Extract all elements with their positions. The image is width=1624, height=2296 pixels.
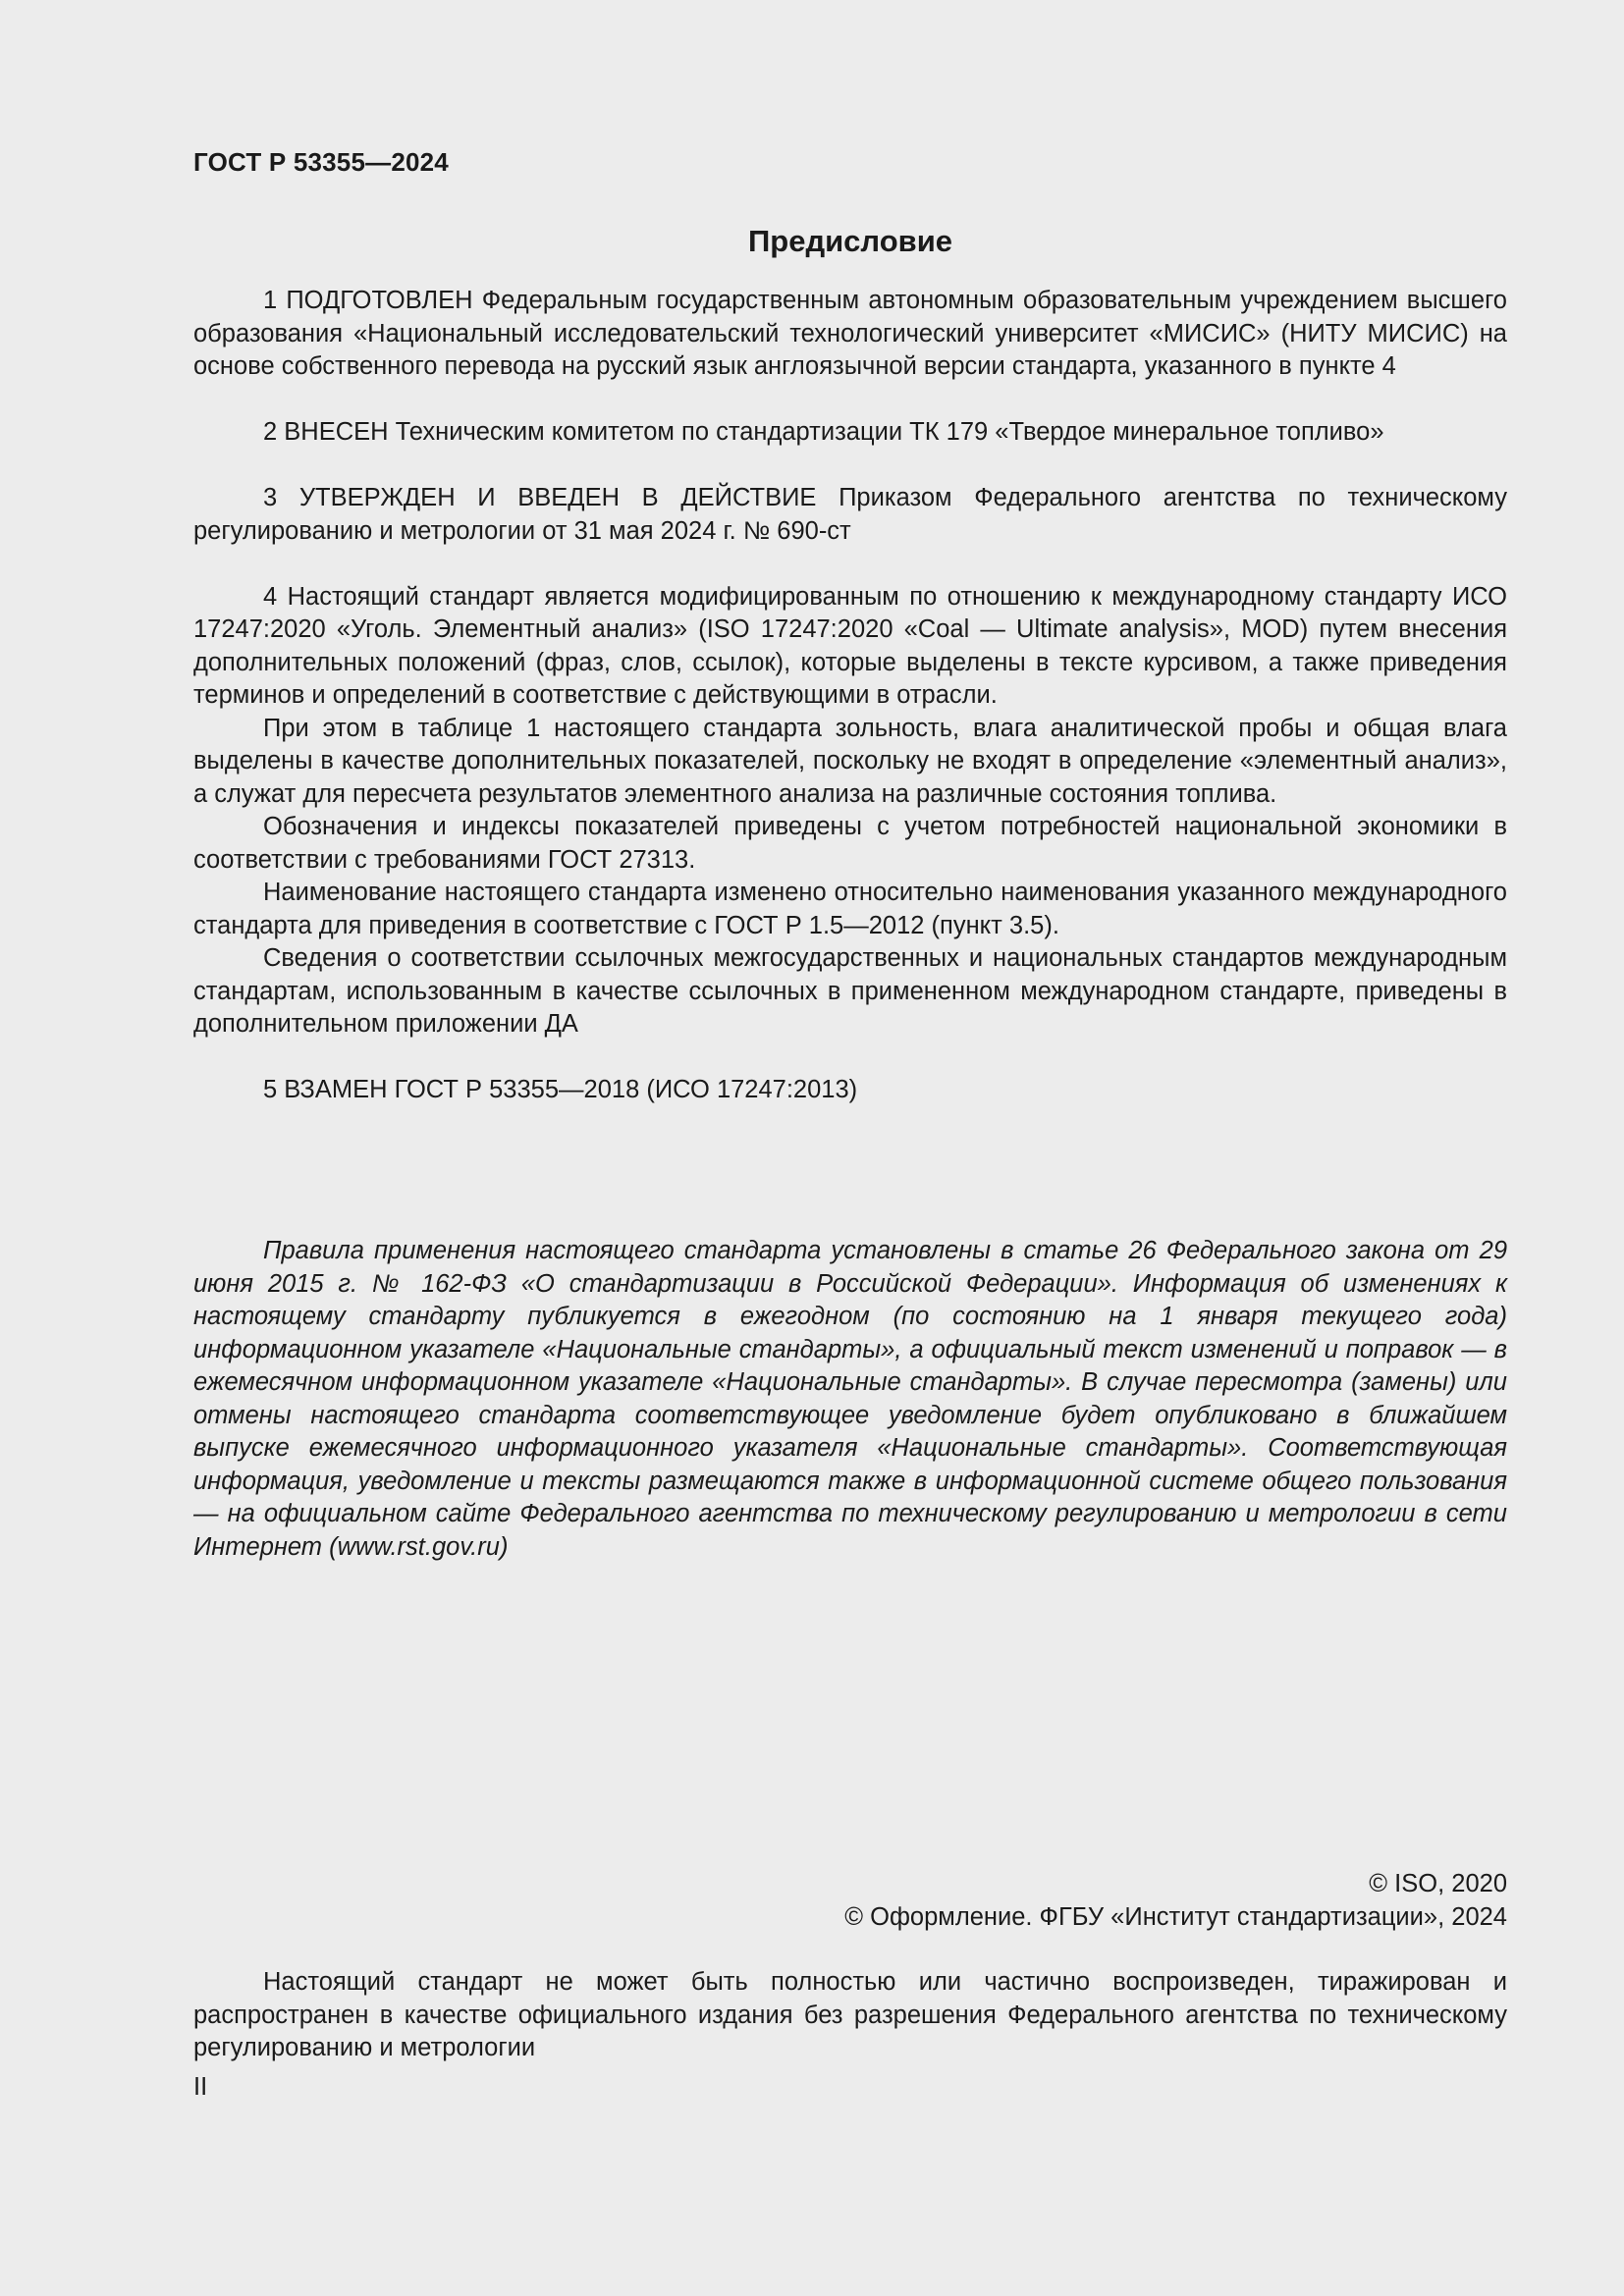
preface-item-4-title-note: Наименование настоящего стандарта изменено относительно наименования указанного международного стандарта для приведения в соответствие с ГОСТ Р 1.5—2012 (пункт 3.5). bbox=[193, 879, 1507, 939]
preface-item-5: 5 ВЗАМЕН ГОСТ Р 53355—2018 (ИСО 17247:2013) bbox=[263, 1076, 858, 1103]
preface-item-4-table-note: При этом в таблице 1 настоящего стандарта зольность, влага аналитической пробы и общая влага выделены в качестве дополнительных показателей, поскольку не входят в определение «элементный анализ», а служат для пересчета результатов элементного анализа на различные состояния топлива. bbox=[193, 714, 1507, 808]
preface-item-4: 4 Настоящий стандарт является модифицированным по отношению к международному стандарту ИСО 17247:2020 «Уголь. Элементный анализ» (ISO 17247:2020 «Coal — Ultimate analysis», MOD) путем внесения дополнительных положений (фраз, слов, ссылок), которые выделены в тексте курсивом, а также приведения терминов и определений в соответствие с действующими в отрасли. bbox=[193, 582, 1507, 709]
reproduction-notice bbox=[193, 1966, 1507, 2065]
design-copyright: © Оформление. ФГБУ «Институт стандартизации», 2024 bbox=[844, 1902, 1507, 1931]
preface-title: Предисловие bbox=[747, 224, 952, 258]
reproduction-text: Настоящий стандарт не может быть полностью или частично воспроизведен, тиражирован и распространен в качестве официального издания без разрешения Федерального агентства по техническому регулированию и метрологии bbox=[193, 1968, 1507, 2061]
iso-copyright: © ISO, 2020 bbox=[1369, 1870, 1507, 1897]
preface-item-4-symbols-note: Обозначения и индексы показателей приведены с учетом потребностей национальной экономики в соответствии с требованиями ГОСТ 27313. bbox=[193, 813, 1507, 874]
preface-body bbox=[193, 285, 1507, 1107]
copyright-block bbox=[193, 1868, 1507, 1934]
page-number: II bbox=[193, 2073, 208, 2101]
application-rules-notice bbox=[193, 1235, 1507, 1564]
preface-item-2: 2 ВНЕСЕН Техническим комитетом по стандартизации ТК 179 «Твердое минеральное топливо» bbox=[263, 418, 1384, 446]
preface-item-3: 3 УТВЕРЖДЕН И ВВЕДЕН В ДЕЙСТВИЕ Приказом Федерального агентства по техническому регулированию и метрологии от 31 мая 2024 г. № 690-ст bbox=[193, 484, 1507, 545]
notice-text: Правила применения настоящего стандарта установлены в статье 26 Федерального закона от 29 июня 2015 г. № 162-ФЗ «О стандартизации в Российской Федерации». Информация об изменениях к настоящему стандарту публикуется в ежегодном (по состоянию на 1 января текущего года) информационном указателе «Национальные стандарты», а официальный текст изменений и поправок — в ежемесячном информационном указателе «Национальные стандарты». В случае пересмотра (замены) или отмены настоящего стандарта соответствующее уведомление будет опубликовано в ближайшем выпуске ежемесячного информационного указателя «Национальные стандарты». Соответствующая информация, уведомление и тексты размещаются также в информационной системе общего пользования — на официальном сайте Федерального агентства по техническому регулированию и метрологии в сети Интернет (www.rst.gov.ru) bbox=[193, 1237, 1507, 1561]
preface-item-4-references-note: Сведения о соответствии ссылочных межгосударственных и национальных стандартов международным стандартам, использованным в качестве ссылочных в примененном международном стандарте, приведены в дополнительном приложении ДА bbox=[193, 944, 1507, 1038]
standard-code-header: ГОСТ Р 53355—2024 bbox=[193, 147, 449, 177]
preface-item-1: 1 ПОДГОТОВЛЕН Федеральным государственным автономным образовательным учреждением высшего образования «Национальный исследовательский технологический университет «МИСИС» (НИТУ МИСИС) на основе собственного перевода на русский язык англоязычной версии стандарта, указанного в пункте 4 bbox=[193, 287, 1507, 380]
